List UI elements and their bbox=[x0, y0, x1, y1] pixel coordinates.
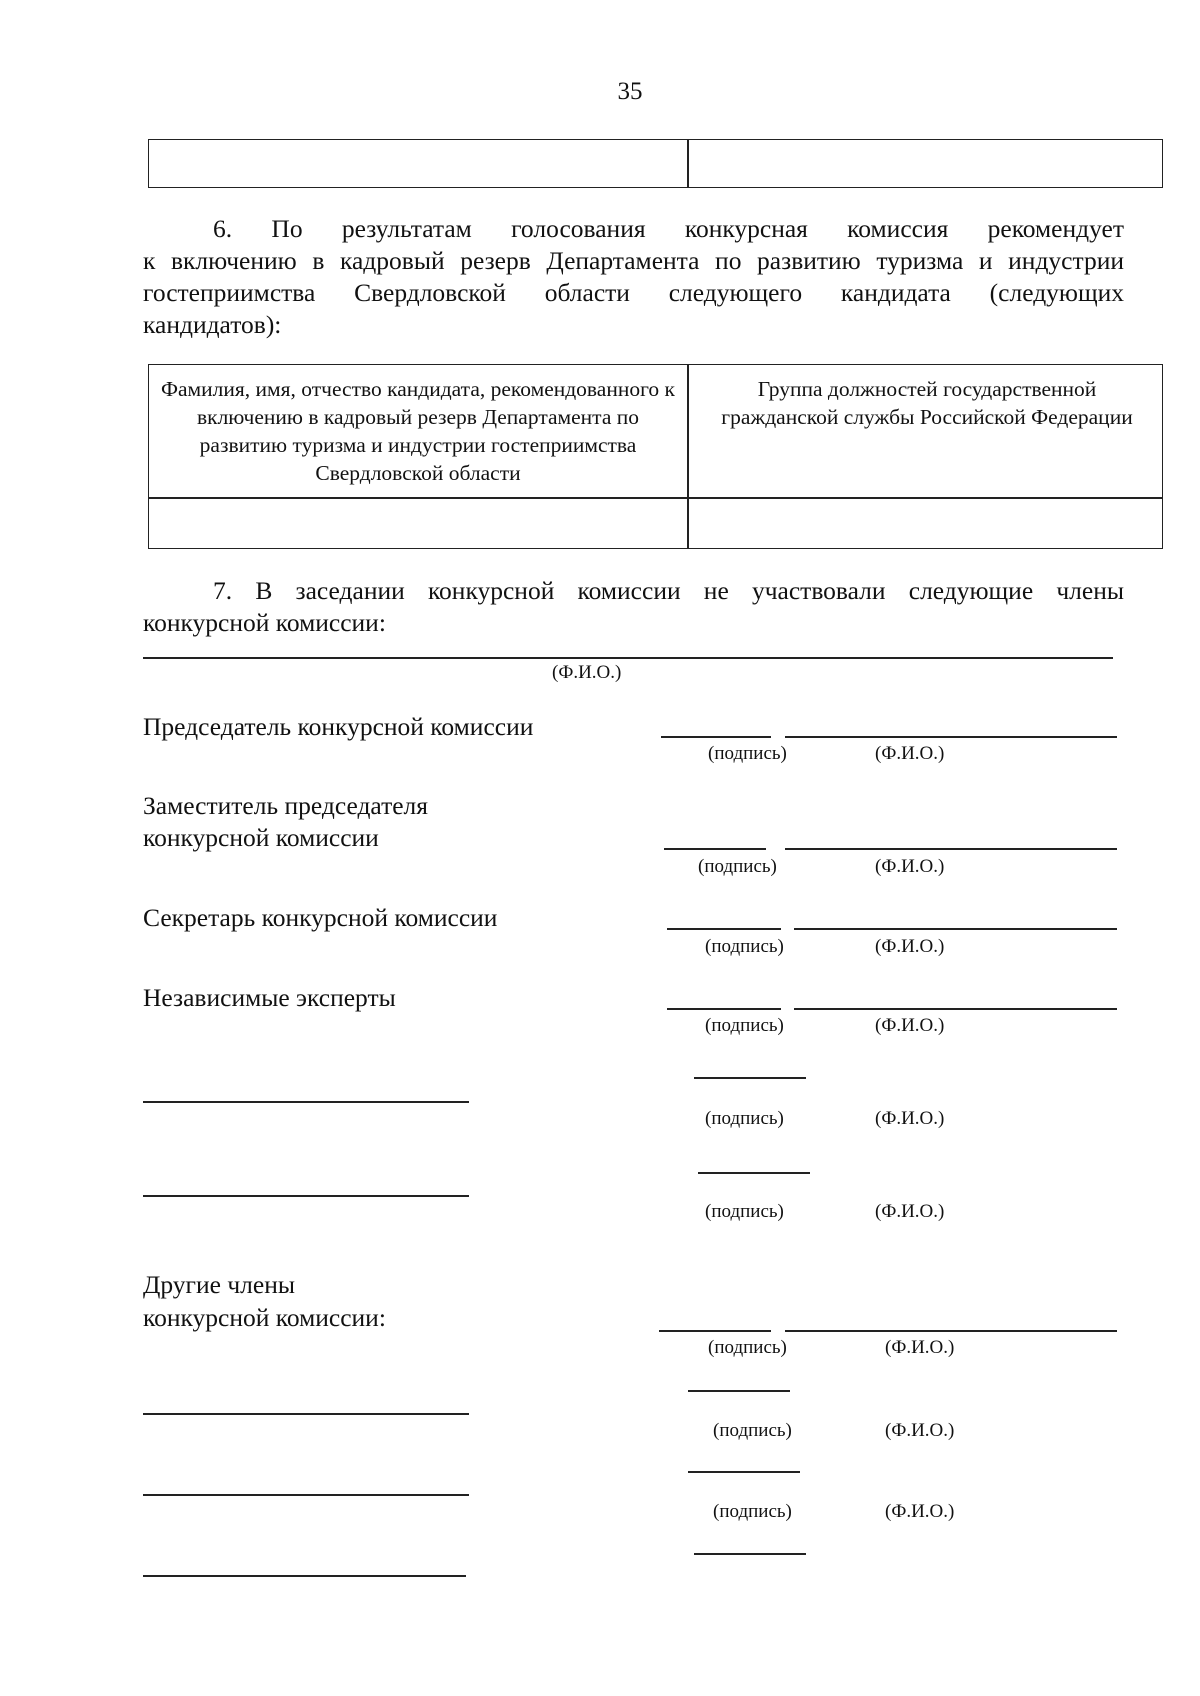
chairman-signature-line bbox=[661, 736, 771, 738]
deputy-fio-caption: (Ф.И.О.) bbox=[875, 856, 945, 877]
other-1-fio-caption: (Ф.И.О.) bbox=[885, 1337, 955, 1358]
chairman-sign-caption: (подпись) bbox=[708, 743, 787, 764]
other-4-signature-line bbox=[694, 1553, 806, 1555]
secretary-fio-caption: (Ф.И.О.) bbox=[875, 936, 945, 957]
other-1-signature-line bbox=[659, 1330, 771, 1332]
other-1-fio-line bbox=[785, 1330, 1117, 1332]
chairman-fio-line bbox=[785, 736, 1117, 738]
section-6-line-1: 6. По результатам голосования конкурсная комиссия рекомендует bbox=[213, 214, 1124, 243]
expert-2-signature-line bbox=[694, 1077, 806, 1079]
deputy-label-line-1: Заместитель председателя bbox=[143, 791, 428, 820]
deputy-signature-line bbox=[664, 848, 766, 850]
section-6-paragraph bbox=[143, 213, 1124, 341]
other-4-name-line bbox=[143, 1575, 466, 1577]
candidates-col2-header: Группа должностей государственной гражданской службы Российской Федерации bbox=[721, 377, 1133, 429]
other-3-name-line bbox=[143, 1494, 469, 1496]
secretary-fio-line bbox=[794, 928, 1117, 930]
other-3-signature-line bbox=[688, 1471, 800, 1473]
chairman-label: Председатель конкурсной комиссии bbox=[143, 712, 534, 741]
secretary-label: Секретарь конкурсной комиссии bbox=[143, 903, 498, 932]
expert-3-fio-caption: (Ф.И.О.) bbox=[875, 1201, 945, 1222]
expert-2-fio-caption: (Ф.И.О.) bbox=[875, 1108, 945, 1129]
section-6-line-2: к включению в кадровый резерв Департамента по развитию туризма и индустрии bbox=[143, 246, 1124, 275]
absent-members-line bbox=[143, 657, 1113, 659]
section-6-line-3: гостеприимства Свердловской области следующего кандидата (следующих bbox=[143, 278, 1124, 307]
experts-label: Независимые эксперты bbox=[143, 983, 396, 1012]
section-6-line-4: кандидатов): bbox=[143, 310, 282, 339]
absent-members-fio-caption: (Ф.И.О.) bbox=[552, 662, 622, 683]
expert-1-fio-caption: (Ф.И.О.) bbox=[875, 1015, 945, 1036]
deputy-sign-caption: (подпись) bbox=[698, 856, 777, 877]
others-label-line-2: конкурсной комиссии: bbox=[143, 1303, 386, 1332]
expert-1-signature-line bbox=[667, 1008, 781, 1010]
others-label-line-1: Другие члены bbox=[143, 1270, 296, 1299]
other-3-sign-caption: (подпись) bbox=[713, 1501, 792, 1522]
deputy-label-line-2: конкурсной комиссии bbox=[143, 823, 379, 852]
top-table bbox=[148, 139, 1163, 188]
expert-3-sign-caption: (подпись) bbox=[705, 1201, 784, 1222]
section-7-paragraph bbox=[143, 575, 1124, 639]
other-2-name-line bbox=[143, 1413, 469, 1415]
page-number: 35 bbox=[617, 78, 643, 105]
section-7-line-1: 7. В заседании конкурсной комиссии не участвовали следующие члены bbox=[213, 576, 1124, 605]
other-2-signature-line bbox=[688, 1390, 790, 1392]
expert-3-name-line bbox=[143, 1195, 469, 1197]
expert-3-signature-line bbox=[698, 1172, 810, 1174]
deputy-fio-line bbox=[785, 848, 1117, 850]
section-7-line-2: конкурсной комиссии: bbox=[143, 608, 386, 637]
other-2-fio-caption: (Ф.И.О.) bbox=[885, 1420, 955, 1441]
secretary-sign-caption: (подпись) bbox=[705, 936, 784, 957]
other-1-sign-caption: (подпись) bbox=[708, 1337, 787, 1358]
other-2-sign-caption: (подпись) bbox=[713, 1420, 792, 1441]
expert-1-sign-caption: (подпись) bbox=[705, 1015, 784, 1036]
chairman-fio-caption: (Ф.И.О.) bbox=[875, 743, 945, 764]
expert-2-name-line bbox=[143, 1101, 469, 1103]
secretary-signature-line bbox=[667, 928, 781, 930]
candidates-table bbox=[148, 364, 1163, 549]
other-3-fio-caption: (Ф.И.О.) bbox=[885, 1501, 955, 1522]
expert-2-sign-caption: (подпись) bbox=[705, 1108, 784, 1129]
expert-1-fio-line bbox=[794, 1008, 1117, 1010]
candidates-col1-header: Фамилия, имя, отчество кандидата, рекомендованного к включению в кадровый резерв Департамента по развитию туризма и индустрии гостеприимства Свердловской области bbox=[161, 377, 675, 485]
